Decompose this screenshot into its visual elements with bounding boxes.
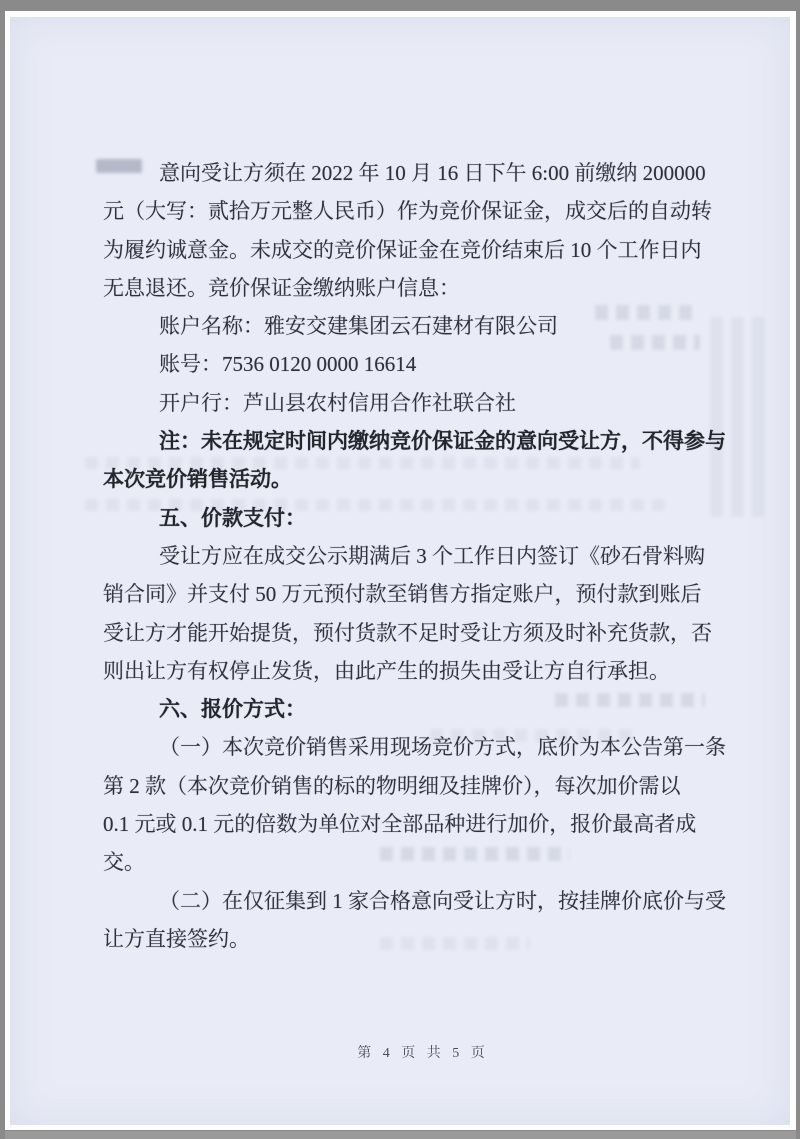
scan-frame-bottom bbox=[0, 1130, 800, 1139]
line-payment-3: 受让方才能开始提货，预付货款不足时受让方须及时补充货款，否 bbox=[103, 620, 712, 645]
line-bid-method2-2: 让方直接签约。 bbox=[103, 926, 250, 951]
line-deposit-4: 无息退还。竞价保证金缴纳账户信息： bbox=[103, 275, 460, 300]
line-bid-method1-2: 第 2 款（本次竞价销售的标的物明细及挂牌价），每次加价需以 bbox=[103, 773, 681, 798]
line-deposit-2: 元（大写：贰拾万元整人民币）作为竞价保证金，成交后的自动转 bbox=[103, 199, 712, 224]
bleedthrough-mark bbox=[710, 317, 765, 517]
scan-frame-left bbox=[0, 0, 5, 1139]
line-bid-method1-1: （一）本次竞价销售采用现场竞价方式，底价为本公告第一条 bbox=[159, 735, 726, 760]
line-payment-1: 受让方应在成交公示期满后 3 个工作日内签订《砂石骨料购 bbox=[159, 543, 705, 568]
scan-frame-right bbox=[796, 0, 800, 1139]
line-bid-method2-1: （二）在仅征集到 1 家合格意向受让方时，按挂牌价底价与受 bbox=[159, 888, 726, 913]
line-note-2: 本次竞价销售活动。 bbox=[103, 467, 292, 492]
section-heading-payment: 五、价款支付： bbox=[159, 505, 306, 530]
page-number: 第 4 页 共 5 页 bbox=[357, 1046, 489, 1061]
line-bid-method1-4: 交。 bbox=[103, 850, 145, 875]
line-account-name: 账户名称：雅安交建集团云石建材有限公司 bbox=[159, 314, 558, 339]
line-note-1: 注：未在规定时间内缴纳竞价保证金的意向受让方，不得参与 bbox=[159, 429, 726, 454]
section-heading-bidding: 六、报价方式： bbox=[159, 697, 306, 722]
line-payment-2: 销合同》并支付 50 万元预付款至销售方指定账户，预付款到账后 bbox=[103, 582, 702, 607]
line-payment-4: 则出让方有权停止发货，由此产生的损失由受让方自行承担。 bbox=[103, 658, 670, 683]
scan-frame-top bbox=[0, 0, 800, 11]
line-account-number: 账号：7536 0120 0000 16614 bbox=[159, 352, 417, 377]
line-deposit-1: 意向受让方须在 2022 年 10 月 16 日下午 6:00 前缴纳 200000 bbox=[159, 161, 706, 185]
line-bank-branch: 开户行：芦山县农村信用合作社联合社 bbox=[159, 390, 516, 415]
line-deposit-3: 为履约诚意金。未成交的竞价保证金在竞价结束后 10 个工作日内 bbox=[103, 237, 702, 262]
document-body bbox=[103, 154, 726, 958]
document-page bbox=[10, 17, 790, 1125]
line-bid-method1-3: 0.1 元或 0.1 元的倍数为单位对全部品种进行加价，报价最高者成 bbox=[103, 812, 697, 837]
